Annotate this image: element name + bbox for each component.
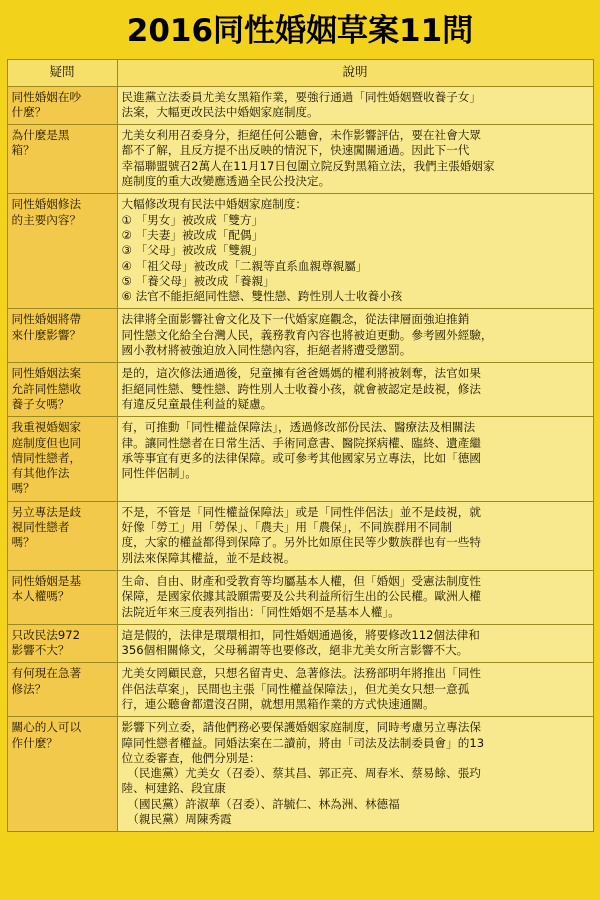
question-line: 有何現在急著 [11, 666, 82, 681]
table-row [7, 417, 593, 501]
answer-line: 有，可推動「同性權益保障法」，透過修改部份民法、醫療法及相關法 [121, 420, 476, 435]
question-line: 視同性戀者 [11, 520, 70, 535]
answer-line: 法律將全面影響社會文化及下一代婚家庭觀念，從法律層面強迫推銷 [121, 312, 470, 327]
answer-line: 民進黨立法委員尤美女黑箱作業，要強行通過「同性婚姻暨收養子女」 [121, 89, 481, 104]
question-line: 養子女嗎？ [11, 396, 70, 411]
question-cell [7, 717, 117, 832]
answer-line: （民進黨）尤美女（召委）、蔡其昌、郭正亮、周春米、蔡易餘、張玓 [121, 766, 481, 781]
question-line: 修法？ [11, 681, 47, 696]
table-row [7, 570, 593, 624]
answer-line: ⑥ 法官不能拒絕同性戀、雙性戀、跨性別人士收養小孩 [121, 289, 403, 304]
answer-line: 同性伴侶制」。 [121, 466, 197, 481]
answer-line: （國民黨）許淑華（召委）、許毓仁、林為洲、林德福 [121, 796, 400, 811]
table-row [7, 194, 593, 309]
question-line: 作什麼？ [11, 735, 58, 750]
table-row [7, 363, 593, 417]
question-cell [7, 125, 117, 194]
answer-line: 法院近年來三度表列指出：「同性婚姻不是基本人權」。 [121, 604, 400, 619]
answer-line: 陸、柯建銘、段宜康 [121, 781, 226, 796]
column-header-question: 疑問 [7, 60, 117, 87]
answer-line: 拒絕同性戀、雙性戀、跨性別人士收養小孩，就會被認定是歧視，修法 [121, 381, 481, 396]
question-line: 影響不大？ [11, 643, 70, 658]
column-header-answer: 說明 [117, 60, 593, 87]
question-line: 同性婚姻修法 [11, 197, 82, 212]
answer-line: 法案，大幅更改民法中婚姻家庭制度。 [121, 104, 319, 119]
answer-cell [117, 717, 593, 832]
answer-line: 伴侶法草案」，民間也主張「同性權益保障法」，但尤美女只想一意孤 [121, 681, 470, 696]
question-line: 嗎？ [11, 481, 35, 496]
question-cell [7, 570, 117, 624]
answer-line: 行，連公聽會都還沒召開，就想用黑箱作業的方式快速通關。 [121, 696, 435, 711]
faq-table [7, 59, 594, 832]
question-line: 什麼？ [11, 104, 47, 119]
answer-cell [117, 125, 593, 194]
question-cell [7, 663, 117, 717]
answer-cell [117, 570, 593, 624]
question-line: 來什麼影響？ [11, 327, 82, 342]
page-title: 2016同性婚姻草案11問 [126, 13, 474, 49]
question-line: 只改民法972 [11, 627, 81, 642]
answer-line: 律。讓同性戀者在日常生活、手術同意書、醫院探病權、臨終、遺產繼 [121, 435, 481, 450]
question-line: 的主要內容？ [11, 212, 82, 227]
answer-cell [117, 663, 593, 717]
answer-line: 庭制度的重大改變應透過全民公投決定。 [121, 174, 331, 189]
question-cell [7, 501, 117, 570]
question-cell [7, 309, 117, 363]
answer-cell [117, 194, 593, 309]
answer-cell [117, 501, 593, 570]
question-line: 本人權嗎？ [11, 589, 70, 604]
table-row [7, 125, 593, 194]
answer-line: 國小教材將被強迫放入同性戀內容，拒絕者將遭受懲罰。 [121, 343, 412, 358]
question-line: 為什麼是黑 [11, 128, 70, 143]
question-cell [7, 363, 117, 417]
table-row [7, 717, 593, 832]
answer-line: ① 「男女」被改成「雙方」 [121, 212, 264, 227]
answer-line: 這是假的，法律是環環相扣，同性婚姻通過後，將要修改112個法律和 [121, 627, 480, 642]
question-line: 同性婚姻是基 [11, 573, 82, 588]
question-line: 箱？ [11, 143, 35, 158]
answer-line: 大幅修改現有民法中婚姻家庭制度： [121, 197, 308, 212]
answer-line: 別法來保障其權益，並不是歧視。 [121, 550, 296, 565]
answer-line: 356個相關條文，父母稱謂等也要修改，絕非尤美女所言影響不大。 [121, 643, 469, 658]
question-line: 情同性戀者， [11, 450, 82, 465]
question-line: 我重視婚姻家 [11, 420, 82, 435]
question-line: 關心的人可以 [11, 720, 82, 735]
question-line: 庭制度但也同 [11, 435, 82, 450]
answer-cell [117, 417, 593, 501]
answer-line: 承等事宜有更多的法律保障。或可參考其他國家另立專法，比如「德國 [121, 450, 481, 465]
table-row [7, 309, 593, 363]
answer-cell [117, 624, 593, 663]
answer-line: 同性戀文化給全台灣人民，義務教育內容也將被迫更動。參考國外經驗， [121, 327, 493, 342]
question-line: 另立專法是歧 [11, 504, 82, 519]
question-cell [7, 194, 117, 309]
question-line: 嗎？ [11, 535, 35, 550]
answer-line: 保障，是國家依據其設願需要及公共利益所衍生出的公民權。歐洲人權 [121, 589, 481, 604]
table-row [7, 663, 593, 717]
answer-line: ④ 「祖父母」被改成「二親等直系血親尊親屬」 [121, 258, 368, 273]
answer-line: 尤美女罔顧民意，只想名留青史、急著修法。法務部明年將推出「同性 [121, 666, 481, 681]
question-cell [7, 86, 117, 125]
answer-line: 不是，不管是「同性權益保障法」或是「同性伴侶法」並不是歧視，就 [121, 504, 481, 519]
table-row [7, 86, 593, 125]
table-header-row [7, 60, 593, 87]
answer-line: 是的，這次修法通過後，兒童擁有爸爸媽媽的權利將被剝奪，法官如果 [121, 366, 481, 381]
answer-line: 影響下列立委，請他們務必要保護婚姻家庭制度，同時考慮另立專法保 [121, 720, 481, 735]
answer-line: 幸福聯盟號召2萬人在11月17日包圍立院反對黑箱立法，我們主張婚姻家 [121, 158, 495, 173]
question-cell [7, 624, 117, 663]
question-line: 同性婚姻將帶 [11, 312, 82, 327]
question-line: 同性婚姻法案 [11, 366, 82, 381]
answer-line: ③ 「父母」被改成「雙親」 [121, 243, 264, 258]
answer-cell [117, 86, 593, 125]
table-row [7, 501, 593, 570]
answer-line: ② 「夫妻」被改成「配偶」 [121, 227, 264, 242]
answer-line: 都不了解，且反方提不出反映的情況下，快速闖關通過。因此下一代 [121, 143, 470, 158]
table-row [7, 624, 593, 663]
answer-cell [117, 363, 593, 417]
question-line: 有其他作法 [11, 466, 70, 481]
answer-cell [117, 309, 593, 363]
question-line: 允許同性戀收 [11, 381, 82, 396]
answer-line: 有違反兒童最佳利益的疑慮。 [121, 396, 273, 411]
answer-line: 位立委審查，他們分別是： [121, 750, 261, 765]
answer-line: 障同性戀者權益。同婚法案在二讀前，將由「司法及法制委員會」的13 [121, 735, 485, 750]
answer-line: 尤美女利用召委身分，拒絕任何公聽會，未作影響評估，要在社會大眾 [121, 128, 481, 143]
answer-line: ⑤ 「養父母」被改成「養親」 [121, 273, 275, 288]
faq-body [7, 86, 593, 832]
answer-line: 度，大家的權益都得到保障了。另外比如原住民等少數族群也有一些特 [121, 535, 481, 550]
question-cell [7, 417, 117, 501]
answer-line: （親民黨）周陳秀霞 [121, 812, 232, 827]
question-line: 同性婚姻在吵 [11, 89, 82, 104]
answer-line: 生命、自由、財產和受教育等均屬基本人權，但「婚姻」受憲法制度性 [121, 573, 481, 588]
answer-line: 好像「勞工」用「勞保」、「農夫」用「農保」，不同族群用不同制 [121, 520, 452, 535]
